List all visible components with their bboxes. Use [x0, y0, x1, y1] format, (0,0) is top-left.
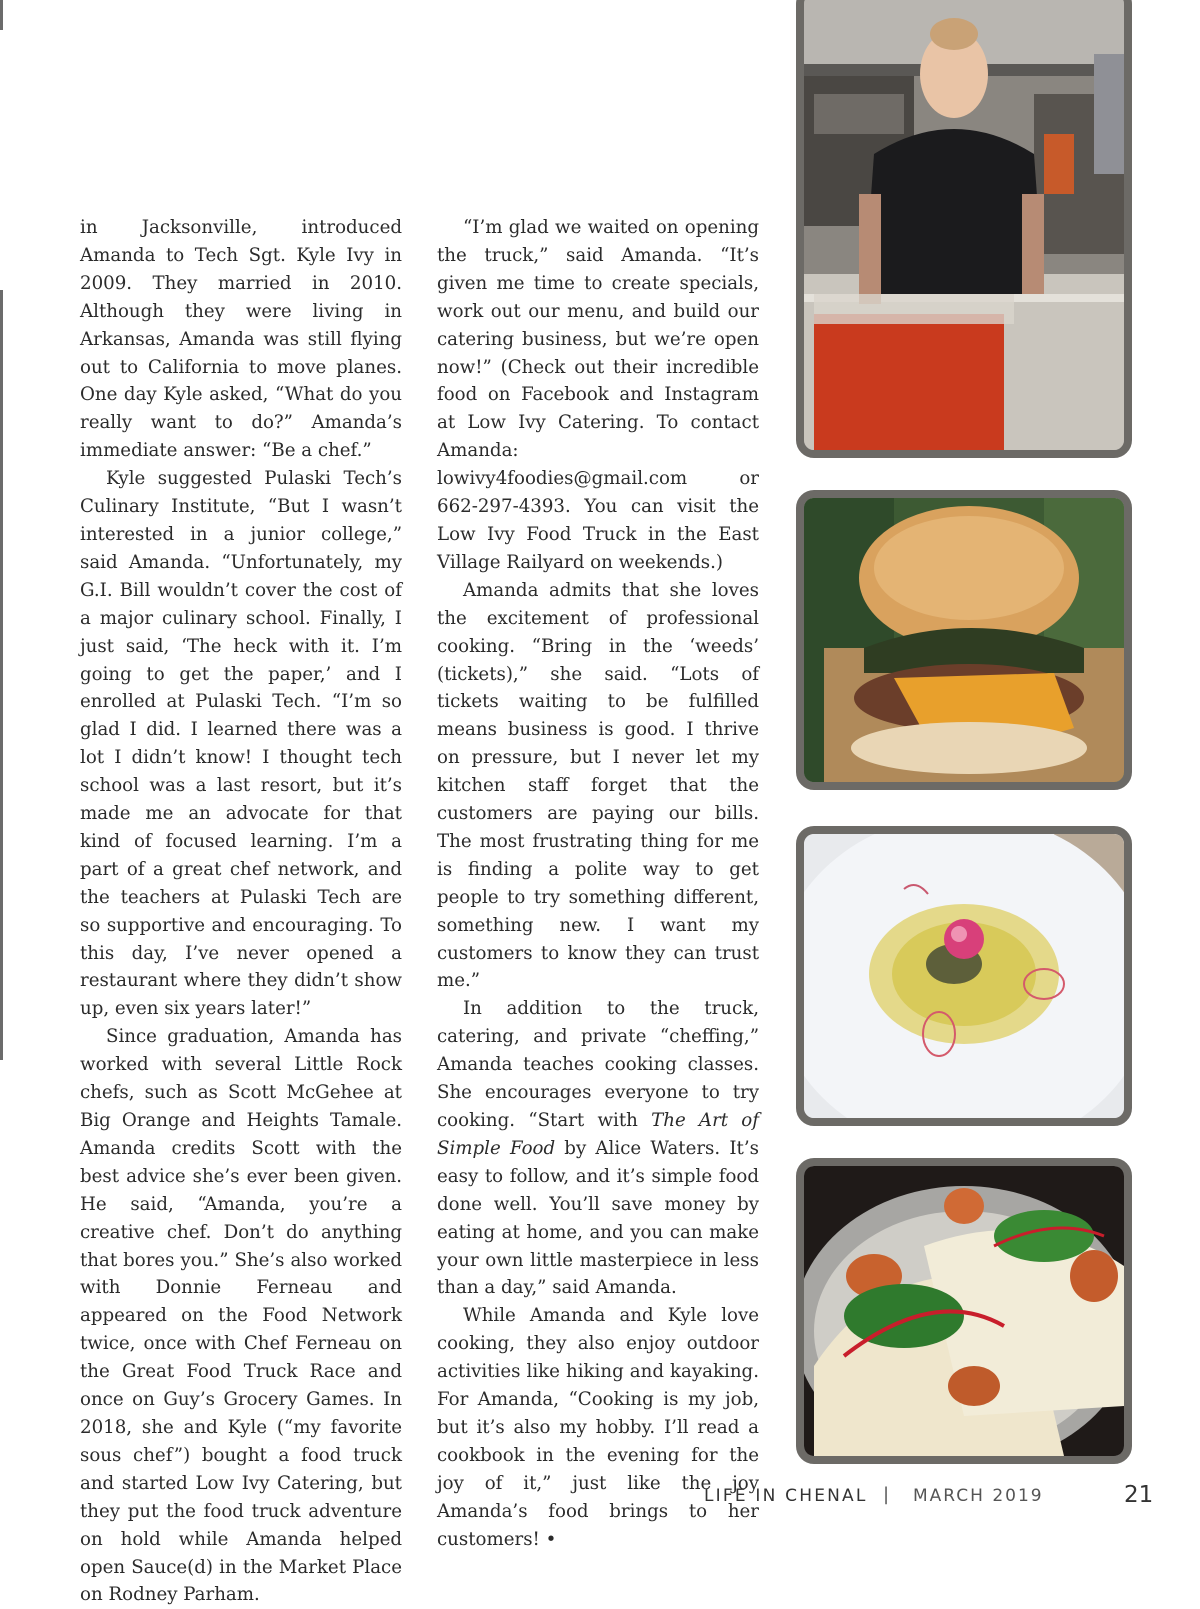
paragraph: in Jacksonville, introduced Amanda to Tech Sgt. Kyle Ivy in 2009. They married in 2010. Although they were living in Arkansas, Amanda was still flying out to California to move planes. One day Kyle asked, “What do you really want to do?” Amanda’s immediate answer: “Be a chef.”	[80, 217, 402, 462]
paragraph-text: by Alice Waters. It’s easy to follow, and it’s simple food done well. You’ll save money by eating at home, and you can make your own little masterpiece in less than a day,” said Amanda.	[437, 1137, 759, 1299]
page-edge-rule	[0, 290, 3, 1060]
paragraph: “I’m glad we waited on opening the truck,” said Amanda. “It’s given me time to create specials, work out our menu, and build our catering business, but we’re open now!” (Check out their incredible food on Facebook and Instagram at Low Ivy Catering. To contact Amanda: lowivy4foodies@gmail.com or 662-297-4393. You can visit the Low Ivy Food Truck in the East Village Railyard on weekends.)	[437, 217, 759, 573]
radish-dish-photo	[796, 826, 1132, 1126]
book-title: The Art of Simple Food	[437, 1110, 759, 1159]
paragraph: Kyle suggested Pulaski Tech’s Culinary Institute, “But I wasn’t interested in a junior college,” said Amanda. “Unfortunately, my G.I. Bill wouldn’t cover the cost of a major culinary school. Finally, I just said, ‘The heck with it. I’m going to get the paper,’ and I enrolled at Pulaski Tech. “I’m so glad I did. I learned there was a lot I didn’t know! I thought tech school was a last resort, but it’s made me an advocate for that kind of focused learning. I’m a part of a great chef network, and the teachers at Pulaski Tech are so supportive and encouraging. To this day, I’ve never opened a restaurant where they didn’t show up, even six years later!”	[80, 468, 402, 1020]
page-number: 21	[1124, 1482, 1154, 1508]
article-column-left	[80, 214, 402, 1609]
tacos-photo	[796, 1158, 1132, 1464]
paragraph-closing: While Amanda and Kyle love cooking, they also enjoy outdoor activities like hiking and kayaking. For Amanda, “Cooking is my job, but it’s also my hobby. I’ll read a cookbook in the evening for the joy of it,” just like the joy Amanda’s food brings to her customers! •	[437, 1305, 759, 1550]
footer-separator: |	[883, 1484, 890, 1505]
paragraph-text: In addition to the truck, catering, and private “cheffing,” Amanda teaches cooking classes. She encourages everyone to try cooking. “Start with	[437, 998, 759, 1131]
page-footer	[0, 1482, 1200, 1512]
issue-date: MARCH 2019	[913, 1486, 1044, 1506]
paragraph: Since graduation, Amanda has worked with several Little Rock chefs, such as Scott McGehee at Big Orange and Heights Tamale. Amanda credits Scott with the best advice she’s ever been given. He said, “Amanda, you’re a creative chef. Don’t do anything that bores you.” She’s also worked with Donnie Ferneau and appeared on the Food Network twice, once with Chef Ferneau on the Great Food Truck Race and once on Guy’s Grocery Games. In 2018, she and Kyle (“my favorite sous chef”) bought a food truck and started Low Ivy Catering, but they put the food truck adventure on hold while Amanda helped open Sauce(d) in the Market Place on Rodney Parham.	[80, 1026, 402, 1606]
page-edge-rule-top	[0, 0, 3, 30]
burger-photo	[796, 490, 1132, 790]
article-column-right	[437, 214, 759, 1554]
chef-portrait-photo	[796, 0, 1132, 458]
magazine-title: LIFE IN CHENAL	[704, 1486, 868, 1506]
paragraph-book-recommendation	[437, 995, 759, 1302]
paragraph: Amanda admits that she loves the excitement of professional cooking. “Bring in the ‘weeds’ (tickets),” she said. “Lots of tickets waiting to be fulfilled means business is good. I thrive on pressure, but I never let my kitchen staff forget that the customers are paying our bills. The most frustrating thing for me is finding a polite way to get people to try something different, something new. I want my customers to know they can trust me.”	[437, 579, 759, 992]
